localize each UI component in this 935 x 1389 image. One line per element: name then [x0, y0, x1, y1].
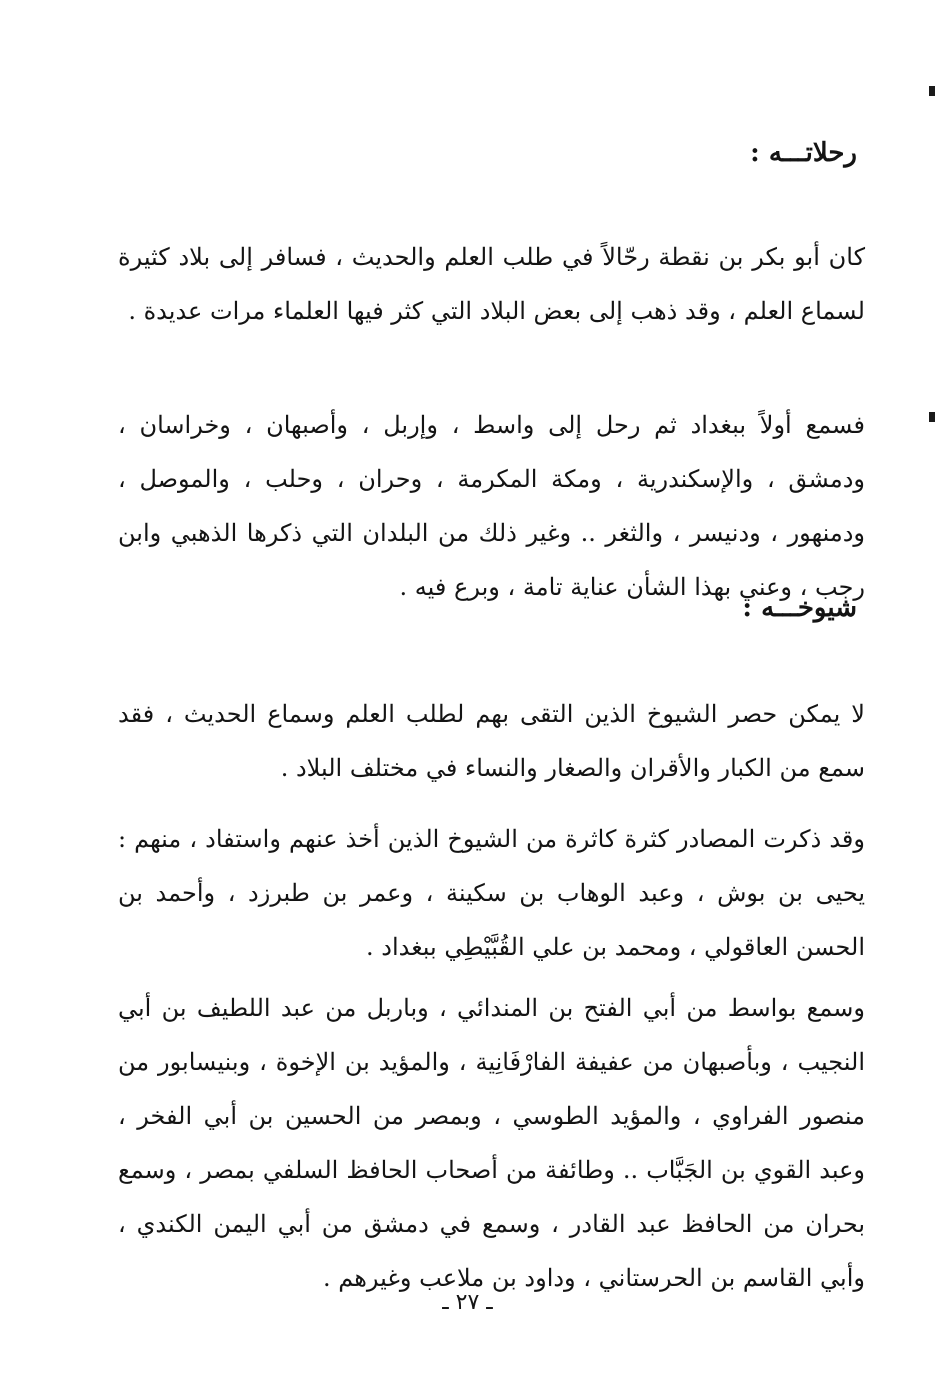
- edge-mark: [929, 86, 935, 96]
- paragraph-teachers-other-cities: وسمع بواسط من أبي الفتح بن المندائي ، وباربل من عبد اللطيف بن أبي النجيب ، وبأصبهان من عفيفة الفارْفَانِية ، والمؤيد بن الإخوة ، وبنيسابور من منصور الفراوي ، والمؤيد الطوسي ، وبمصر من الحسين بن أبي الفخر ، وعبد القوي بن الجَبَّاب .. وطائفة من أصحاب الحافظ السلفي بمصر ، وسمع بحران من الحافظ عبد القادر ، وسمع في دمشق من أبي اليمن الكندي ، وأبي القاسم بن الحرستاني ، وداود بن ملاعب وغيرهم .: [118, 994, 866, 1292]
- paragraph-teachers-baghdad: وقد ذكرت المصادر كثرة كاثرة من الشيوخ الذين أخذ عنهم واستفاد ، منهم : يحيى بن بوش ، وعبد الوهاب بن سكينة ، وعمر بن طبرزد ، وأحمد بن الحسن العاقولي ، ومحمد بن علي القُبَّيْطِي ببغداد .: [118, 825, 865, 961]
- paragraph-teachers-intro: لا يمكن حصر الشيوخ الذين التقى بهم لطلب العلم وسماع الحديث ، فقد سمع من الكبار والأقران والصغار والنساء في مختلف البلاد .: [118, 700, 865, 782]
- page-number: ـ ٢٧ ـ: [442, 1290, 493, 1315]
- section-heading-travels: رحلاتـــه :: [750, 138, 857, 168]
- section-heading-teachers: شيوخـــه :: [742, 593, 857, 623]
- paragraph-travels-cities: فسمع أولاً ببغداد ثم رحل إلى واسط ، وإربل ، وأصبهان ، وخراسان ، ودمشق ، والإسكندرية ، ومكة المكرمة ، وحران ، وحلب ، والموصل ، ودمنهور ، ودنيسر ، والثغر .. وغير ذلك من البلدان التي ذكرها الذهبي وابن رجب ، وعني بهذا الشأن عناية تامة ، وبرع فيه .: [118, 411, 866, 601]
- paragraph-travels-intro: كان أبو بكر بن نقطة رحّالاً في طلب العلم والحديث ، فسافر إلى بلاد كثيرة لسماع العلم ، وقد ذهب إلى بعض البلاد التي كثر فيها العلماء مرات عديدة .: [118, 243, 865, 325]
- edge-mark: [929, 412, 935, 422]
